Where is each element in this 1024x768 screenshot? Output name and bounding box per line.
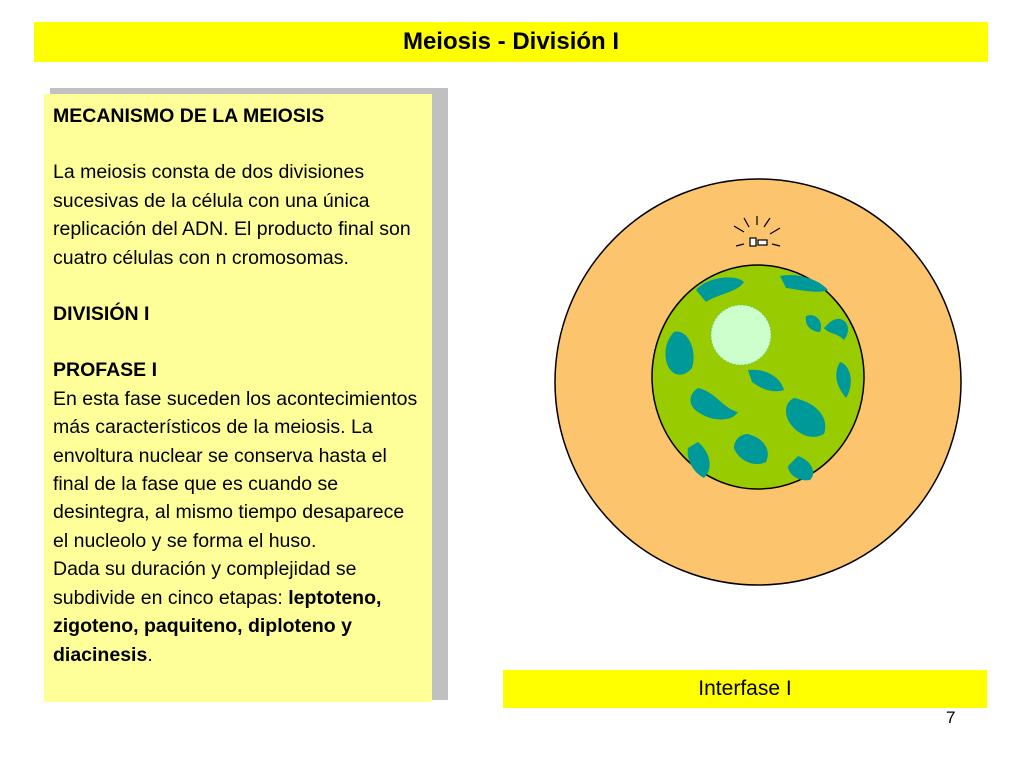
paragraph-etapas: [53, 555, 424, 669]
nucleolus: [711, 305, 771, 365]
heading-mecanismo: MECANISMO DE LA MEIOSIS: [53, 105, 325, 127]
description-textbox: [44, 94, 432, 702]
figure-caption-bar: [503, 670, 987, 708]
heading-division: DIVISIÓN I: [53, 303, 150, 326]
slide-title: Meiosis - División I: [402, 28, 620, 55]
paragraph-profase: En esta fase suceden los acontecimientos más característicos de la meiosis. La envoltura nuclear se conserva hasta el final de la fase que es cuando se desintegra, al mismo tiempo desaparece el nucleolo y se forma el huso.: [53, 387, 418, 552]
paragraph-mecanismo: La meiosis consta de dos divisiones sucesivas de la célula con una única replicación del ADN. El producto final son cuatro células con n cromosomas.: [53, 161, 411, 269]
etapas-end: .: [147, 643, 153, 666]
page-number: 7: [946, 708, 956, 727]
heading-profase: PROFASE I: [53, 359, 158, 382]
etapas-intro: Dada su duración y complejidad se subdivide en cinco etapas:: [53, 558, 357, 609]
slide-title-bar: [34, 22, 988, 62]
cell-diagram: [548, 172, 968, 592]
etapas-list: leptoteno, zigoteno, paquiteno, diploteno y diacinesis: [53, 586, 382, 666]
figure-caption: Interfase I: [698, 677, 792, 700]
